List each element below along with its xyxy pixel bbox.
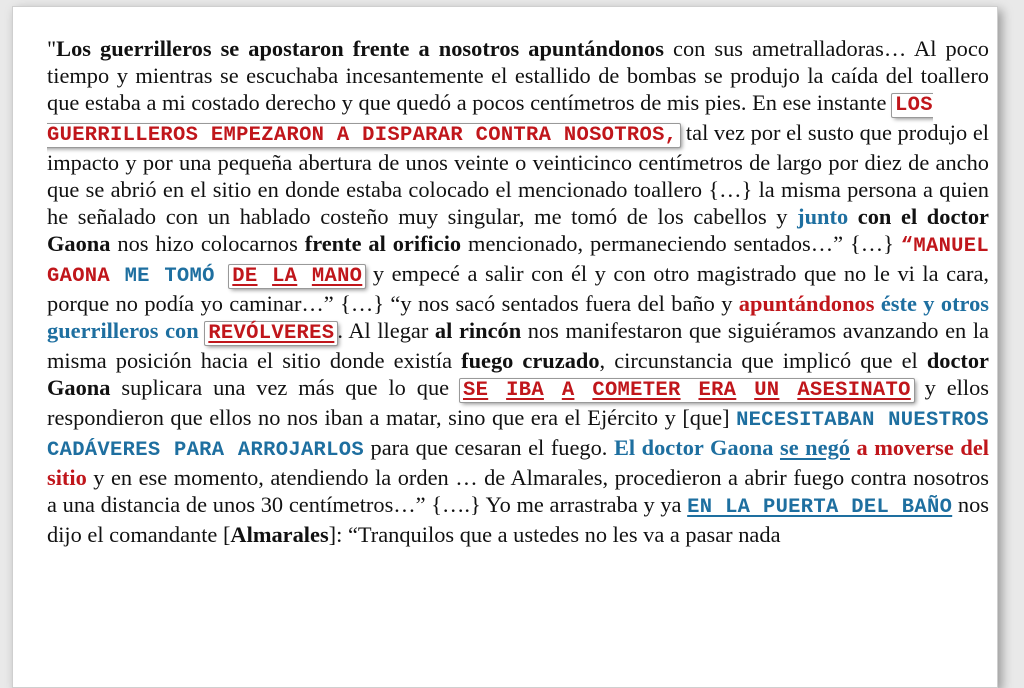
body-text: con sus ametralladoras… Al poco tiempo y mientras se escuchaba incesantemente el estallido de bombas se produjo la caída del toallero que estaba a mi costado derecho y que quedó a pocos centímetros de mis pies. En ese instante [47,36,989,115]
highlight-blue-underlined: EN LA PUERTA DEL BAÑO [687,496,953,519]
highlight-blue: junto [797,204,849,229]
highlight-red-boxed-underlined: DE LA MANO [229,265,365,288]
bold-text: fuego cruzado [461,348,600,373]
bold-text: frente al orificio [304,231,462,256]
highlight-red-boxed-underlined: SE IBA A COMETER ERA UN ASESINATO [460,379,914,402]
body-text: , circunstancia que implicó que el [599,348,927,373]
highlight-blue: El doctor Gaona [613,435,780,460]
highlight-blue: éste y otros guerrilleros con [47,291,989,343]
highlight-red-boxed-underlined: REVÓLVERES [205,322,337,345]
bold-text: Los guerrilleros se apostaron frente a nosotros apuntándonos [56,36,664,61]
bold-text: doctor Gaona [47,348,989,400]
highlight-red: a moverse del sitio [47,435,989,490]
body-text: suplicara una vez más que lo que [110,375,460,400]
highlight-blue: ME TOMÓ [110,265,230,288]
body-text: nos hizo colocarnos [110,231,305,256]
highlight-blue: NECESITABAN NUESTROS CADÁVERES PARA ARROJARLOS [47,409,990,462]
body-text: y ellos respondieron que ellos no nos iban a matar, sino que era el Ejército y [que] [47,375,990,430]
body-text: y en ese momento, atendiendo la orden … de Almarales, procedieron a abrir fuego contra nosotros a una distancia de unos 30 centímetros…” {….} Yo me arrastraba y ya [47,465,989,517]
body-text: ]: “Tranquilos que a ustedes no les va a pasar nada [328,522,781,547]
opening-quote: " [47,36,57,61]
body-text: nos manifestaron que siguiéramos avanzando en la misma posición hacia el sitio donde existía [47,318,989,373]
body-text: nos dijo el comandante [ [47,492,989,547]
highlight-red: “MANUEL GAONA [47,235,989,288]
document-page [12,6,998,688]
bold-text: Almarales [230,522,329,547]
body-text: tal vez por el susto que produjo el impacto y por una pequeña abertura de unos veinte o veinticinco centímetros de largo por diez de ancho que se abrió en el sitio en donde estaba colocado el mencionado toallero {…} la misma persona a quien he señalado con un hablado costeño muy singular, me tomó de los cabellos y [47,120,989,229]
highlight-red-boxed: LOS GUERRILLEROS EMPEZARON A DISPARAR CONTRA NOSOTROS, [47,94,933,147]
highlight-blue-underlined: se negó [779,435,850,460]
bold-text: al rincón [434,318,522,343]
body-text: mencionado, permaneciendo sentados…” {…} [461,231,901,256]
body-text: para que cesaran el fuego. [363,435,614,460]
body-text: . Al llegar [337,318,435,343]
highlight-red: apuntándonos [738,291,875,316]
body-text: y empecé a salir con él y con otro magistrado que no le vi la cara, porque no podía yo caminar…” {…} “y nos sacó sentados fuera del baño y [47,261,990,316]
bold-text: con el doctor Gaona [47,204,989,256]
quoted-testimony-paragraph [47,35,989,548]
